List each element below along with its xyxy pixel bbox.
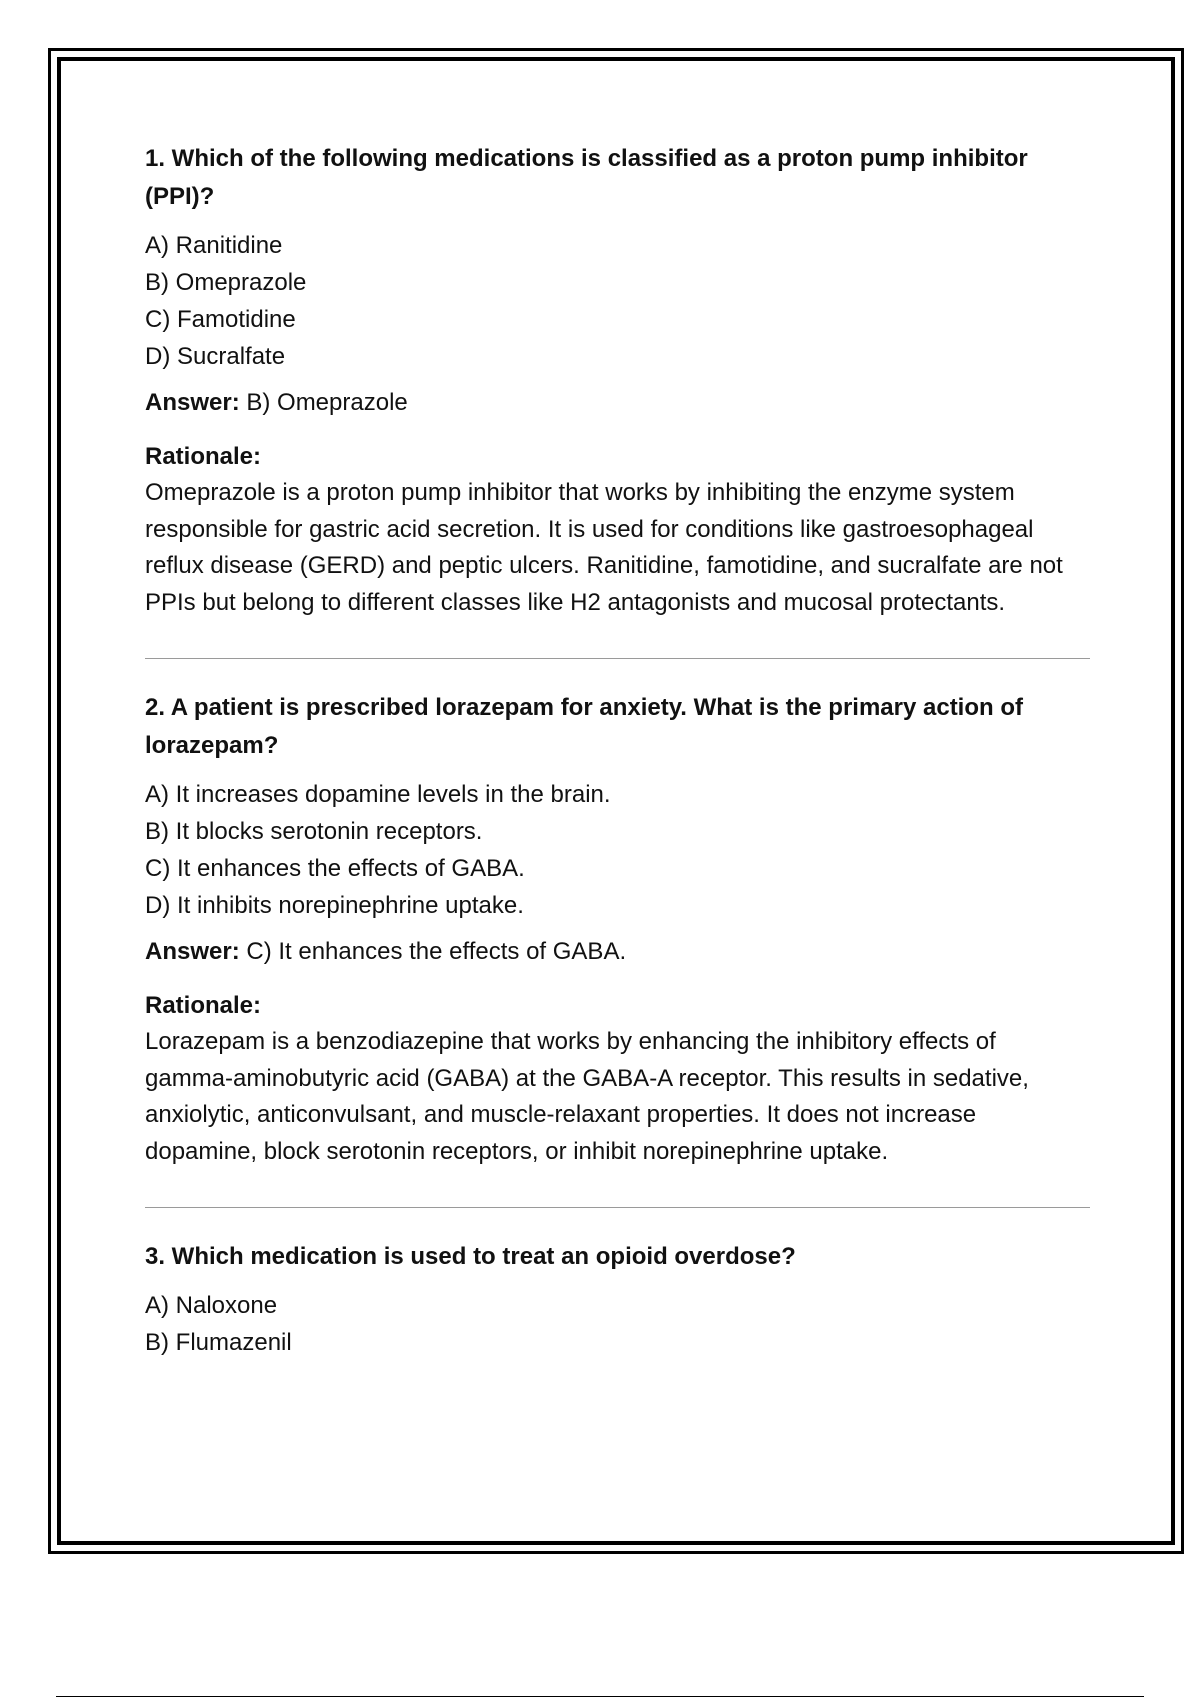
- option-c: C) It enhances the effects of GABA.: [145, 855, 525, 882]
- question-text: 3. Which medication is used to treat an opioid overdose?: [145, 1243, 796, 1270]
- option-d: D) Sucralfate: [145, 343, 286, 370]
- question-block-2: [145, 689, 1090, 1170]
- options-list: [145, 227, 1090, 375]
- option-b: B) Omeprazole: [145, 269, 307, 296]
- answer-line: [145, 934, 1090, 970]
- quiz-content: [145, 140, 1090, 1361]
- option-b: B) It blocks serotonin receptors.: [145, 818, 483, 845]
- question-text: 1. Which of the following medications is classified as a proton pump inhibitor (PPI)?: [145, 145, 1028, 210]
- rationale-text: Lorazepam is a benzodiazepine that works by enhancing the inhibitory effects of gamma-aminobutyric acid (GABA) at the GABA-A receptor. This results in sedative, anxiolytic, anticonvulsant, and muscle-relaxant properties. It does not increase dopamine, block serotonin receptors, or inhibit norepinephrine uptake.: [145, 1028, 1029, 1165]
- option-c: C) Famotidine: [145, 306, 296, 333]
- options-list: [145, 776, 1090, 924]
- question-text: 2. A patient is prescribed lorazepam for anxiety. What is the primary action of lorazepam?: [145, 694, 1023, 759]
- answer-line: [145, 385, 1090, 421]
- section-divider: [145, 1207, 1090, 1208]
- option-b: B) Flumazenil: [145, 1329, 292, 1356]
- rationale-text: Omeprazole is a proton pump inhibitor that works by inhibiting the enzyme system responsible for gastric acid secretion. It is used for conditions like gastroesophageal reflux disease (GERD) and peptic ulcers. Ranitidine, famotidine, and sucralfate are not PPIs but belong to different classes like H2 antagonists and mucosal protectants.: [145, 479, 1063, 616]
- answer-label: Answer:: [145, 938, 240, 965]
- answer-label: Answer:: [145, 389, 240, 416]
- question-block-1: [145, 140, 1090, 621]
- footer-rule: [56, 1696, 1144, 1697]
- options-list: [145, 1287, 1090, 1361]
- answer-value: C) It enhances the effects of GABA.: [239, 938, 627, 965]
- section-divider: [145, 658, 1090, 659]
- rationale-label: Rationale:: [145, 443, 262, 470]
- rationale-label: Rationale:: [145, 992, 262, 1019]
- question-block-3: [145, 1238, 1090, 1361]
- option-a: A) Naloxone: [145, 1292, 278, 1319]
- answer-value: B) Omeprazole: [239, 389, 408, 416]
- option-a: A) It increases dopamine levels in the brain.: [145, 781, 611, 808]
- option-a: A) Ranitidine: [145, 232, 283, 259]
- option-d: D) It inhibits norepinephrine uptake.: [145, 892, 524, 919]
